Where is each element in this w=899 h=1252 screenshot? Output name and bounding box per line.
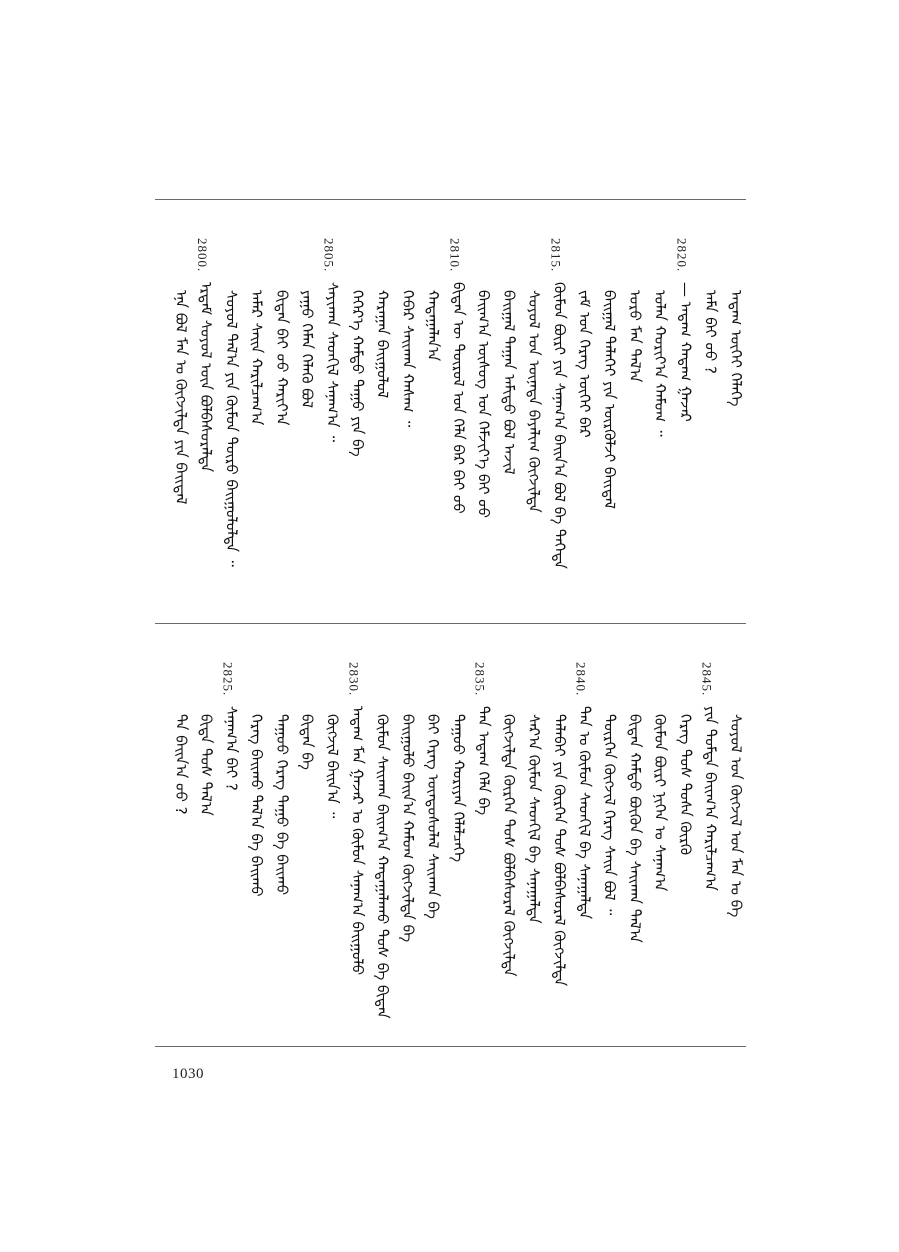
mongolian-verse-line: ᠪᠠᠢᠭᠠᠯ ᠳᠡᠯᠡᠬᠡᠢ ᠶᠢᠨ ᠦᠷᠭᠦᠯᠵᠢ ᠪᠠᠢᠳᠠᠯ [600, 290, 619, 509]
mongolian-verse-line: ᠬᠠᠳᠠᠭᠠᠯᠠᠨ᠎ᠠ [424, 290, 443, 362]
text-column [699, 662, 720, 1032]
text-column [446, 238, 467, 608]
text-column [169, 238, 190, 608]
mongolian-verse-line: ᠪᠠᠢ ᠬᠡᠷᠡᠭ ᠦᠨᠳᠦᠰᠦᠯᠡᠯ ᠰᠠᠢᠬᠠᠨ ᠪᠠ [424, 714, 443, 919]
text-column [320, 238, 341, 608]
line-number: 2815. [548, 238, 564, 273]
line-number: 2825. [220, 662, 236, 697]
text-column [295, 662, 316, 1032]
mongolian-verse-line: ᠬᠡᠭᠡᠷ᠎ᠡ ᠬᠠᠮᠲᠤ ᠳᠠᠭᠤ ᠶᠢᠨ ᠪᠠ [348, 290, 367, 457]
text-column [396, 238, 417, 608]
mongolian-verse-line: ᠣᠷᠤ ᠮᠠᠨ ᠲᠠᠯ᠎ᠠ [625, 290, 644, 383]
mongolian-verse-line: ᠶᠢᠨ ᠳᠤᠮᠳᠠ ᠪᠠᠢᠭ᠎ᠠ ᠬᠠᠷᠢᠯᠴᠠᠭ᠎ᠠ [701, 706, 720, 891]
text-column [421, 238, 442, 608]
text-column [421, 662, 442, 1032]
mongolian-verse-line: ᠬᠦᠮᠦᠨ ᠪᠦᠷᠢ ᠶᠢᠨ ᠰᠠᠨᠠᠭ᠎ᠠ ᠪᠠᠢᠨ᠎ᠠ ᠪᠣᠯ ᠪᠠ ᠲᠡᠭᠡᠳᠡ [550, 282, 569, 569]
mongolian-verse-line: ᠡᠷᠳᠡᠮ ᠰᠣᠶᠣᠯ ᠦᠨ ᠪᠣᠯᠪᠠᠰᠤᠷᠠᠯᠲᠠ [197, 282, 216, 473]
text-column [699, 238, 720, 608]
page-number: 1030 [172, 1066, 204, 1082]
line-number: 2810. [447, 238, 463, 273]
text-column [623, 662, 644, 1032]
text-column [724, 238, 745, 608]
text-column [270, 662, 291, 1032]
text-column [396, 662, 417, 1032]
mongolian-verse-line: ᠡᠨᠡ ᠪᠣᠯ ᠮᠠᠨ ᠤ ᠬᠥᠭᠵᠢᠯᠲᠡ ᠶᠢᠨ ᠪᠠᠢᠳᠠᠯ [171, 290, 190, 505]
mongolian-verse-line: ᠬᠦᠮᠦᠨ ᠪᠦᠷᠢ ᠨᠢᠭᠡᠨ ᠤ ᠰᠠᠨᠠᠭ᠎ᠠ [651, 714, 670, 892]
mongolian-verse-line: ᠪᠠᠢᠭ᠎ᠠ ᠦᠰᠦᠭ ᠤᠨ ᠬᠡᠮᠵᠢᠶ᠎ᠡ ᠪᠠᠢ ᠤᠤ [474, 290, 493, 519]
text-column [245, 662, 266, 1032]
text-column [371, 662, 392, 1032]
text-column [371, 238, 392, 608]
text-column [497, 662, 518, 1032]
line-number: 2820. [674, 238, 690, 273]
mongolian-verse-line: ᠲᠠᠭᠤᠤ ᠬᠡᠷᠡᠭ ᠳᠠᠭᠤ ᠪᠠ ᠪᠠᠢᠬᠤ [272, 714, 291, 896]
mongolian-verse-line: ᠰᠣᠶᠣᠯ ᠲᠠᠯ᠎ᠠ ᠶᠢᠨ ᠬᠦᠮᠦᠨ ᠲᠥᠷᠥ ᠪᠠᠢᠭᠤᠯᠤᠯᠲᠠ ᠃ [222, 290, 241, 567]
text-column [648, 238, 669, 608]
mongolian-verse-line: ᠣᠯᠠᠨ ᠬᠤᠷᠢᠶ᠎ᠠ ᠬᠠᠮᠤᠭ ᠃ [651, 290, 670, 437]
mongolian-verse-line: ᠪᠢᠳᠡᠨ ᠦ ᠲᠥᠷᠥᠯ ᠤᠨ ᠬᠡᠯᠡ ᠪᠡᠷ ᠪᠠᠢ ᠤᠤ [449, 282, 468, 514]
text-column [572, 238, 593, 608]
mongolian-verse-line: ᠪᠢᠳᠡᠨ ᠬᠠᠮᠲᠤ ᠪᠦᠬᠦᠨ ᠪᠠ ᠰᠠᠢᠬᠠᠨ ᠲᠠᠯ᠎ᠠ [625, 714, 644, 943]
mongolian-verse-line: ᠠᠮᠠ ᠪᠠᠢ ᠤᠤ ? [701, 290, 720, 374]
mongolian-verse-line: ᠲᠠᠭᠤᠤ ᠬᠤᠷᠢᠶᠠᠨ ᠬᠡᠯᠡᠯᠴᠡᠭᠡ [449, 714, 468, 863]
text-column [572, 662, 593, 1032]
mongolian-verse-line: ᠲᠦᠷᠭᠡᠨ ᠬᠥᠭᠵᠢᠯ ᠬᠡᠷᠡᠭ ᠰᠠᠢᠨ ᠪᠣᠯ ᠃ [600, 714, 619, 916]
mongolian-verse-line: ᠬᠡᠷᠡᠭ ᠲᠤᠰ ᠲᠤᠰᠠ ᠬᠦᠷᠬᠦ [676, 714, 695, 856]
text-column [522, 662, 543, 1032]
mongolian-verse-line: ᠬᠥᠭᠵᠢᠯ ᠪᠠᠢᠨ᠎ᠠ ᠃ [323, 714, 342, 819]
mongolian-verse-line: ᠲᠠ ᠪᠠᠢᠨ᠎ᠠ ᠤᠤ ? [171, 714, 190, 815]
text-column [219, 238, 240, 608]
mongolian-verse-line: ᠶᠠᠭᠤ ᠬᠡᠮᠡᠨ ᠬᠡᠯᠡᠬᠦ ᠪᠣᠯ [298, 290, 317, 409]
text-column [648, 662, 669, 1032]
text-column [320, 662, 341, 1032]
text-column [472, 238, 493, 608]
mongolian-verse-line: ᠬᠡᠪᠡᠷ ᠰᠠᠢᠬᠠᠨ ᠬᠠᠰᠠᠭ ᠃ [398, 290, 417, 428]
text-column [598, 662, 619, 1032]
mongolian-verse-line: — ᠠᠳᠠᠭ ᠬᠠᠳᠠᠭ ᠭᠠᠵᠠᠷ [676, 282, 695, 422]
text-column [673, 662, 694, 1032]
mongolian-verse-line: ᠰᠠᠶᠢᠬᠠᠨ ᠰᠡᠳᠬᠢᠯ ᠰᠠᠨᠠᠭ᠎ᠠ ᠃ [323, 282, 342, 443]
text-column [472, 662, 493, 1032]
mongolian-verse-line: ᠬᠥᠭᠵᠢᠯᠲᠡ ᠬᠦᠷᠭᠡᠨ ᠲᠤᠰ ᠪᠣᠯᠪᠠᠰᠤᠷᠠᠯ ᠬᠥᠭᠵᠢᠯᠲᠡ [499, 714, 518, 977]
mongolian-verse-line: ᠬᠠᠷᠠᠭᠠᠨ ᠪᠠᠢᠭᠤᠯᠤᠯ [373, 290, 392, 399]
mongolian-verse-line: ᠰᠣᠶᠣᠯ ᠤᠨ ᠦᠨᠡᠲᠡ ᠪᠠᠶᠠᠯᠢᠭ ᠬᠥᠭᠵᠢᠯᠲᠡ [525, 290, 544, 513]
text-column [219, 662, 240, 1032]
line-number: 2840. [573, 662, 589, 697]
mongolian-verse-line: ᠪᠠᠢᠭᠠᠯ ᠳᠠᠭᠠᠨ ᠠᠮᠢᠳᠤ ᠪᠣᠯ ᠠᠵᠢᠯ [499, 290, 518, 475]
text-column [497, 238, 518, 608]
line-number: 2800. [195, 238, 211, 273]
mongolian-verse-line: ᠬᠦᠮᠦᠨ ᠰᠠᠢᠬᠠᠨ ᠪᠠᠢᠭ᠎ᠠ ᠬᠠᠳᠠᠭᠠᠯᠠᠬᠤ ᠲᠤᠰ ᠪᠠ ᠪᠢᠳᠡᠨ [373, 714, 392, 1019]
text-column [446, 662, 467, 1032]
mongolian-verse-line: ᠠᠳᠠᠭ ᠮᠠᠨ ᠭᠠᠵᠠᠷ ᠤ ᠬᠦᠮᠦᠨ ᠰᠠᠨᠠᠭ᠎ᠠ ᠪᠠᠢᠭᠤᠯᠤ [348, 706, 367, 976]
top-rule [155, 199, 746, 200]
text-column [724, 662, 745, 1032]
text-column [194, 238, 215, 608]
text-column [346, 238, 367, 608]
text-column [245, 238, 266, 608]
mongolian-verse-line: ᠠᠮᠠᠷ ᠰᠠᠢᠨ ᠬᠠᠷᠢᠯᠴᠠᠭ᠎ᠠ [247, 290, 266, 426]
mongolian-verse-line: ᠲᠠᠨ ᠤ ᠬᠦᠮᠦᠨ ᠰᠡᠳᠬᠢᠯ ᠪᠠ ᠰᠠᠨᠠᠭᠠᠯᠲᠠ [575, 706, 594, 920]
mongolian-verse-line: ᠠᠳᠠᠭ ᠦᠭᠡᠢ ᠬᠡᠯᠡᠭᠡ [726, 290, 745, 407]
line-number: 2830. [346, 662, 362, 697]
mongolian-verse-line: ᠬᠡᠷᠡᠭ ᠪᠠᠢᠬᠤ ᠲᠠᠯ᠎ᠠ ᠪᠠ ᠪᠠᠢᠬᠤ [247, 714, 266, 897]
mongolian-verse-line: ᠰᠠᠷ᠎ᠠ ᠬᠦᠮᠦᠨ ᠰᠡᠳᠬᠢᠯ ᠪᠠ ᠰᠠᠨᠠᠭᠠᠯᠲᠠ [525, 714, 544, 924]
mongolian-verse-line: ᠪᠢᠳᠡᠨ ᠪᠠ [298, 714, 317, 770]
text-column [295, 238, 316, 608]
text-column [270, 238, 291, 608]
text-column [346, 662, 367, 1032]
bottom-rule [155, 1046, 746, 1047]
line-number: 2805. [321, 238, 337, 273]
text-column [194, 662, 215, 1032]
mongolian-verse-line: ᠲᠠᠯᠠᠪᠠᠢ ᠶᠢᠨ ᠬᠦᠷᠭᠡᠨ ᠲᠤᠰ ᠪᠣᠯᠪᠠᠰᠤᠷᠠᠯ ᠬᠥᠭᠵᠢᠯᠲᠡ [550, 714, 569, 987]
mongolian-verse-line: ᠰᠠᠨᠠᠭ᠎ᠠ ᠪᠠᠢ ? [222, 706, 241, 791]
middle-rule [155, 623, 746, 624]
text-column [547, 238, 568, 608]
mongolian-verse-line: ᠰᠣᠶᠣᠯ ᠤᠨ ᠬᠥᠭᠵᠢᠯ ᠤᠨ ᠮᠠᠨ ᠤ ᠪᠠ [726, 714, 745, 918]
mongolian-verse-line: ᠵᠠᠮ ᠤᠨ ᠬᠡᠷᠡᠭ ᠦᠭᠡᠢ ᠪᠡᠷ [575, 290, 594, 438]
line-number: 2835. [472, 662, 488, 697]
text-column [673, 238, 694, 608]
mongolian-verse-line: ᠪᠠᠢᠭᠤᠯᠤ ᠪᠠᠢᠨ᠎ᠠ ᠬᠠᠮᠤᠭ ᠬᠥᠭᠵᠢᠯᠲᠡ ᠪᠠ [398, 714, 417, 943]
mongolian-verse-line: ᠪᠢᠳᠡᠨ ᠪᠠᠢ ᠤᠤ ᠬᠠᠷᠢᠶ᠎ᠠ [272, 290, 291, 426]
mongolian-verse-line: ᠲᠠᠨ ᠠᠳᠠᠭ ᠬᠡᠯᠡ ᠪᠠ [474, 706, 493, 816]
text-column [547, 662, 568, 1032]
upper-stanza-block [165, 238, 745, 608]
text-column [623, 238, 644, 608]
line-number: 2845. [699, 662, 715, 697]
mongolian-verse-line: ᠪᠢᠳᠡ ᠲᠤᠰ ᠲᠠᠯ᠎ᠠ [197, 714, 216, 816]
lower-stanza-block [165, 662, 745, 1032]
text-column [598, 238, 619, 608]
text-column [169, 662, 190, 1032]
text-column [522, 238, 543, 608]
